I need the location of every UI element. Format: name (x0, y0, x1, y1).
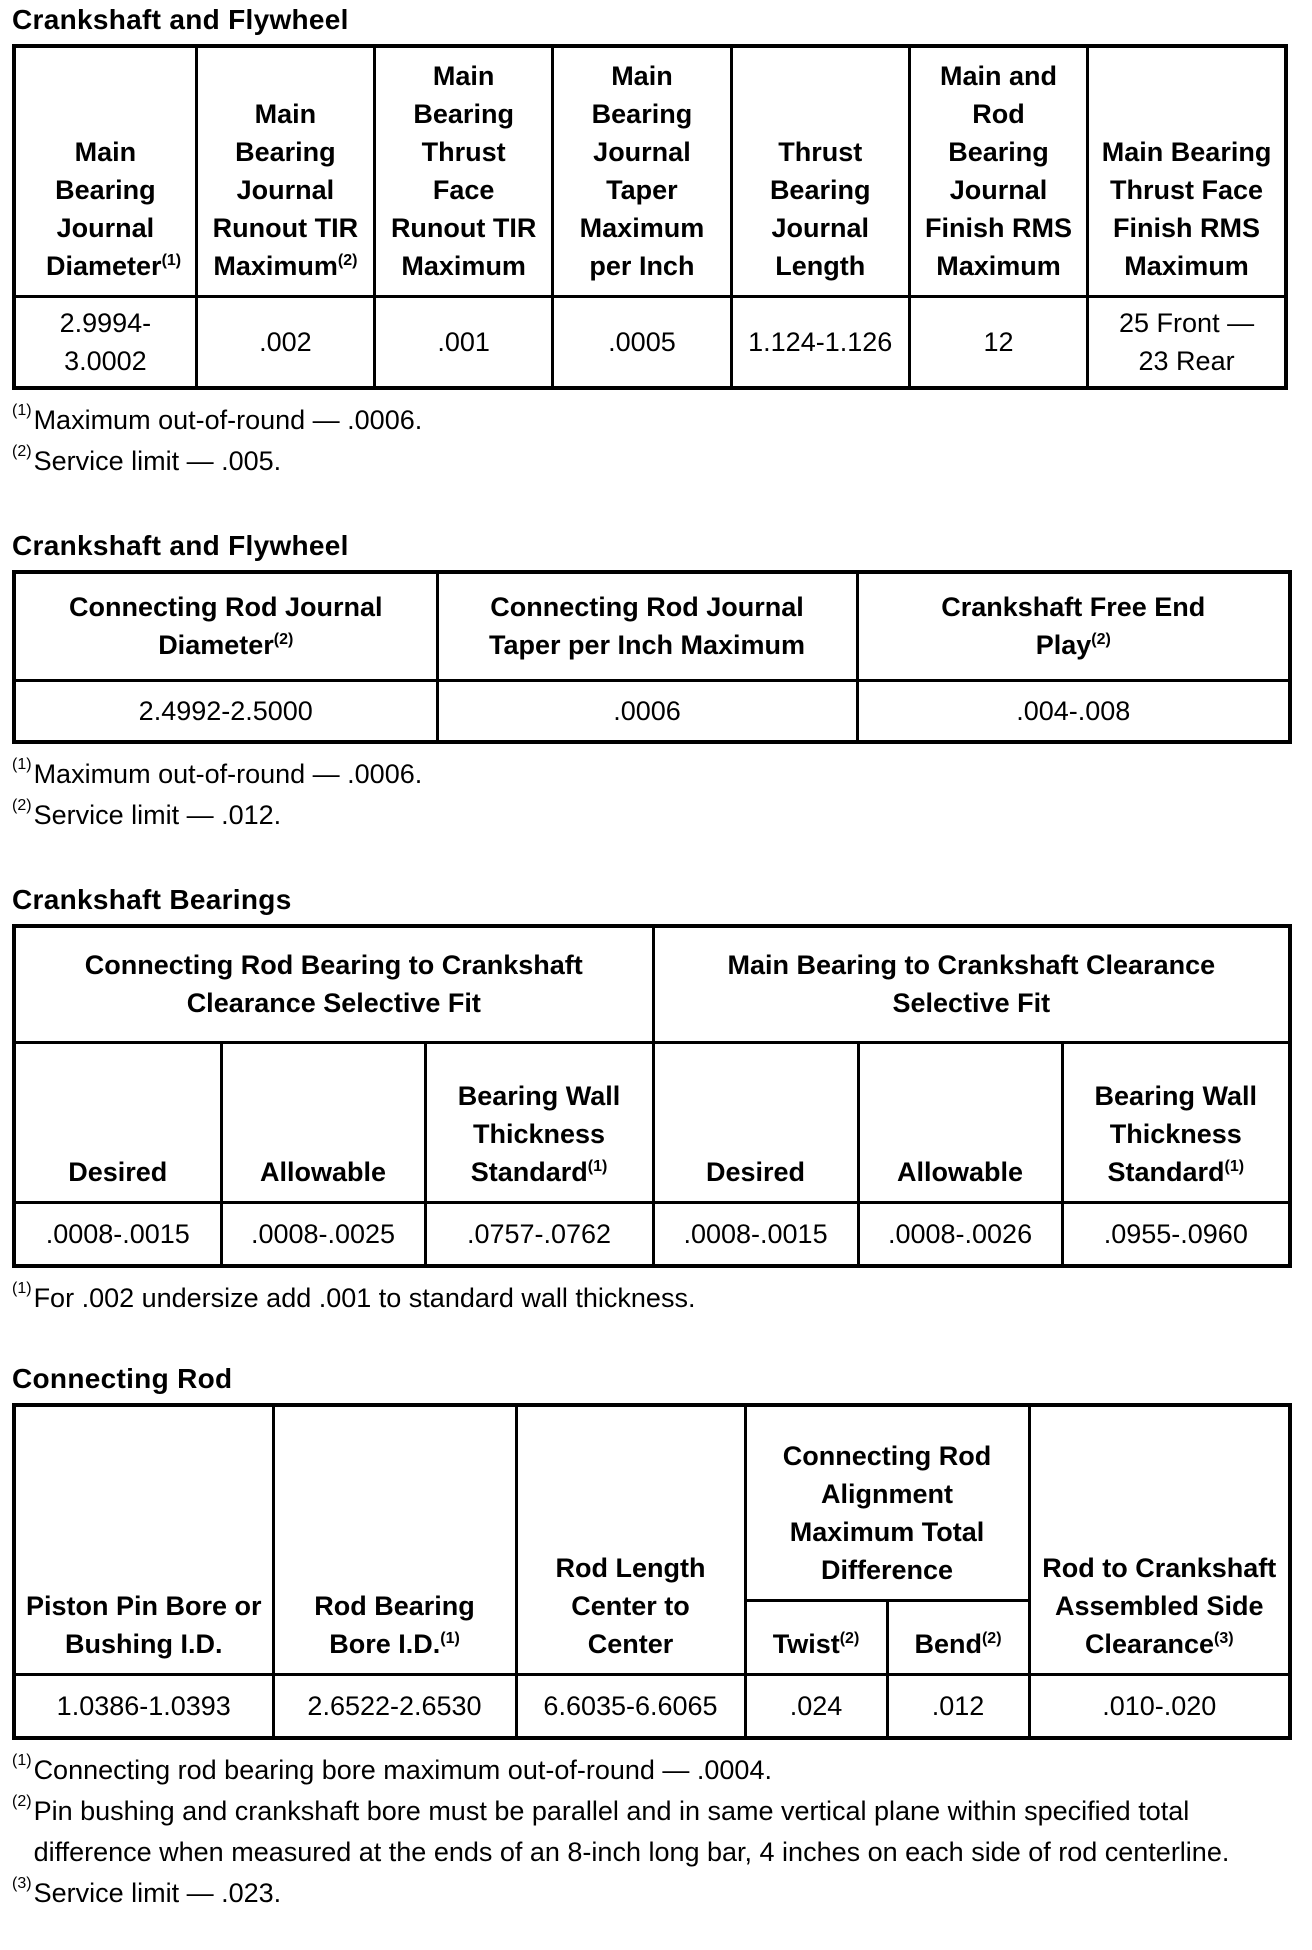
footnote: (2) Service limit — .012. (12, 797, 282, 830)
footnote: (2) Service limit — .005. (12, 443, 282, 476)
table-cell: 12 (909, 296, 1087, 388)
table-cell: 2.4992-2.5000 (14, 680, 437, 742)
footnote: (1) Connecting rod bearing bore maximum out-of-round — .0004. (12, 1752, 772, 1785)
column-header: Desired (14, 1042, 221, 1202)
footnote: (1) Maximum out-of-round — .0006. (12, 756, 423, 789)
connecting-rod-table (12, 1403, 1292, 1740)
section-title: Connecting Rod (12, 1363, 233, 1394)
section-title: Crankshaft and Flywheel (12, 4, 349, 35)
table-cell: .0006 (437, 680, 857, 742)
table-cell: 1.124-1.126 (731, 296, 909, 388)
column-header: Twist$^{(2)}$ (745, 1600, 887, 1674)
section-crankshaft-flywheel-1 (12, 4, 1288, 482)
table-cell: .0008-.0025 (221, 1202, 425, 1266)
value-row (14, 296, 1286, 388)
group-header: Main Bearing to Crankshaft Clearance Selective Fit (653, 926, 1290, 1042)
footnote: (1) Maximum out-of-round — .0006. (12, 402, 423, 435)
table-cell: .012 (887, 1674, 1029, 1738)
table-cell: .004-.008 (857, 680, 1290, 742)
column-header: Bearing Wall Thickness Standard$^{(1)}$ (425, 1042, 653, 1202)
column-header: Main Bearing Thrust Face Runout TIR Maximum (375, 46, 553, 296)
column-header: Rod to Crankshaft Assembled Side Clearance$^{(3)}$ (1029, 1405, 1290, 1674)
column-header: Connecting Rod Journal Diameter$^{(2)}$ (14, 572, 437, 680)
footnote: (3) Service limit — .023. (12, 1875, 282, 1908)
group-header-row (14, 926, 1290, 1042)
column-header: Desired (653, 1042, 858, 1202)
table-cell: .0955-.0960 (1062, 1202, 1290, 1266)
table-cell: .0757-.0762 (425, 1202, 653, 1266)
table-cell: 1.0386-1.0393 (14, 1674, 273, 1738)
column-header: Main Bearing Journal Diameter$^{(1)}$ (14, 46, 196, 296)
footnotes (12, 400, 1288, 482)
bearing-clearance-table (12, 924, 1292, 1268)
footnote: (1) For .002 undersize add .001 to standard wall thickness. (12, 1280, 696, 1313)
column-header: Main Bearing Journal Runout TIR Maximum$^{(2)}$ (196, 46, 374, 296)
header-row (14, 572, 1290, 680)
value-row (14, 680, 1290, 742)
header-row (14, 46, 1286, 296)
column-header: Rod Length Center to Center (516, 1405, 745, 1674)
table-cell: 2.9994- 3.0002 (14, 296, 196, 388)
column-header: Main and Rod Bearing Journal Finish RMS Maximum (909, 46, 1087, 296)
column-header: Bearing Wall Thickness Standard$^{(1)}$ (1062, 1042, 1290, 1202)
column-header: Crankshaft Free End Play$^{(2)}$ (857, 572, 1290, 680)
footnote: (2) Pin bushing and crankshaft bore must be parallel and in same vertical plane within specified total difference when measured at the ends of an 8-inch long bar, 4 inches on each side of rod centerline. (12, 1793, 1230, 1867)
column-header: Connecting Rod Alignment Maximum Total Difference (745, 1405, 1029, 1600)
section-title: Crankshaft Bearings (12, 884, 292, 915)
rod-journal-table (12, 570, 1292, 744)
value-row (14, 1674, 1290, 1738)
section-crankshaft-flywheel-2 (12, 530, 1288, 836)
column-header: Bend$^{(2)}$ (887, 1600, 1029, 1674)
footnotes (12, 754, 1288, 836)
footnotes (12, 1278, 1288, 1319)
column-header: Main Bearing Thrust Face Finish RMS Maximum (1088, 46, 1286, 296)
table-cell: .010-.020 (1029, 1674, 1290, 1738)
column-header: Connecting Rod Journal Taper per Inch Maximum (437, 572, 857, 680)
table-cell: 6.6035-6.6065 (516, 1674, 745, 1738)
group-header: Connecting Rod Bearing to Crankshaft Clearance Selective Fit (14, 926, 653, 1042)
table-cell: .001 (375, 296, 553, 388)
table-cell: .024 (745, 1674, 887, 1738)
table-cell: .0008-.0015 (14, 1202, 221, 1266)
section-crankshaft-bearings (12, 884, 1288, 1319)
header-row (14, 1405, 1290, 1600)
table-cell: 2.6522-2.6530 (273, 1674, 516, 1738)
footnotes (12, 1750, 1288, 1914)
column-header: Allowable (858, 1042, 1062, 1202)
column-header: Rod Bearing Bore I.D.$^{(1)}$ (273, 1405, 516, 1674)
value-row (14, 1202, 1290, 1266)
section-title: Crankshaft and Flywheel (12, 530, 349, 561)
main-bearing-table (12, 44, 1288, 390)
column-header: Allowable (221, 1042, 425, 1202)
table-cell: .002 (196, 296, 374, 388)
table-cell: .0005 (553, 296, 731, 388)
table-cell: .0008-.0015 (653, 1202, 858, 1266)
column-header: Thrust Bearing Journal Length (731, 46, 909, 296)
column-header: Main Bearing Journal Taper Maximum per Inch (553, 46, 731, 296)
section-connecting-rod (12, 1363, 1288, 1914)
column-header: Piston Pin Bore or Bushing I.D. (14, 1405, 273, 1674)
table-cell: .0008-.0026 (858, 1202, 1062, 1266)
header-row (14, 1042, 1290, 1202)
table-cell: 25 Front — 23 Rear (1088, 296, 1286, 388)
